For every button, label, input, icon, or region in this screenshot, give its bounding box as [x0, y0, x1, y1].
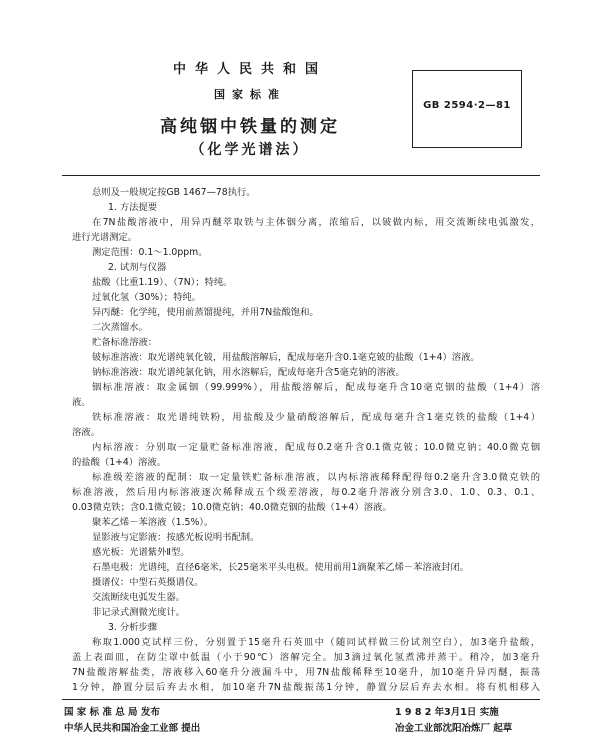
- body-line: 显影液与定影液：按感光板说明书配制。: [92, 532, 260, 543]
- body-line: 测定范围：0.1～1.0ppm。: [92, 247, 208, 258]
- body-line: 标准级差溶液的配制：取一定量铁贮备标准溶液，以内标溶液稀释配得每0.2毫升含3.0微克铁的: [92, 472, 540, 483]
- body-line: 盐酸（比重1.19）、（7N）；特纯。: [92, 277, 233, 288]
- body-line: 摄谱仪：中型石英摄谱仪。: [92, 577, 204, 588]
- footer-divider: [62, 699, 540, 700]
- body-line: 的盐酸（1+4）溶液。: [72, 457, 166, 468]
- publisher: 国 家 标 准 总 局 发布: [64, 707, 160, 718]
- body-line: 交流断续电弧发生器。: [92, 592, 185, 603]
- body-line: 总则及一般规定按GB 1467—78执行。: [92, 187, 256, 198]
- section-heading: 2. 试剂与仪器: [108, 262, 167, 273]
- body-line: 感光板：光谱紫外Ⅱ型。: [92, 547, 190, 558]
- country-name: 中华人民共和国: [172, 62, 327, 77]
- body-line: 聚苯乙烯－苯溶液（1.5%）。: [92, 517, 214, 528]
- body-line: 0.03微克铁；含0.1微克铍；10.0微克钠；40.0微克铟的盐酸（1+4）溶液。: [72, 502, 392, 513]
- body-line: 非记录式测微光度计。: [92, 607, 185, 618]
- drafter: 冶金工业部沈阳冶炼厂 起草: [395, 723, 513, 734]
- body-line: 贮备标准溶液：: [92, 337, 158, 348]
- standard-type: 国家标准: [214, 88, 286, 101]
- body-line: 进行光谱测定。: [72, 232, 138, 243]
- standard-code: GB 2594·2—81: [423, 100, 511, 111]
- body-line: 标准溶液，然后用内标溶液逐次稀释成五个级差溶液，每0.2毫升溶液分别含3.0、1.0、0.3、0.1、: [72, 487, 540, 498]
- body-line: 内标溶液：分别取一定量贮备标准溶液，配成每0.2毫升含0.1微克铍；10.0微克钠；40.0微克铟: [92, 442, 540, 453]
- body-line: 铟标准溶液：取金属铟（99.999%），用盐酸溶解后，配成每毫升含10毫克铟的盐酸（1+4）溶: [92, 382, 540, 393]
- body-line: 液。: [72, 397, 91, 408]
- body-line: 二次蒸馏水。: [92, 322, 148, 333]
- body-line: 称取1.000克试样三份，分别置于15毫升石英皿中（随同试样做三份试剂空白），加3毫升盐酸，: [92, 637, 540, 648]
- header-divider: [62, 175, 540, 176]
- body-line: 铍标准溶液：取光谱纯氧化铍，用盐酸溶解后，配成每毫升含0.1毫克铍的盐酸（1+4）溶液。: [92, 352, 480, 363]
- document-subtitle: （化学光谱法）: [190, 142, 310, 158]
- body-line: 钠标准溶液：取光谱纯氯化钠，用水溶解后，配成每毫升含5毫克钠的溶液。: [92, 367, 405, 378]
- effective-date: 1 9 8 2 年3月1日 实施: [395, 707, 499, 718]
- section-heading: 3. 分析步骤: [108, 622, 158, 633]
- body-line: 异丙醚：化学纯，使用前蒸馏提纯，并用7N盐酸饱和。: [92, 307, 319, 318]
- body-line: 石墨电极：光谱纯，直径6毫米，长25毫米平头电极。使用前用1滴聚苯乙烯－苯溶液封闭。: [92, 562, 469, 573]
- body-line: 盖上表面皿，在防尘罩中低温（小于90℃）溶解完全。加3滴过氧化氢煮沸并蒸干。稍冷，加3毫升: [72, 652, 540, 663]
- body-line: 过氧化氢（30%）；特纯。: [92, 292, 201, 303]
- body-line: 铁标准溶液：取光谱纯铁粉，用盐酸及少量硝酸溶解后，配成每毫升含1毫克铁的盐酸（1+4）: [92, 412, 540, 423]
- body-line: 溶液。: [72, 427, 100, 438]
- proposer: 中华人民共和国冶金工业部 提出: [64, 723, 201, 734]
- body-line: 在7N盐酸溶液中，用异丙醚萃取铁与主体铟分离，浓缩后，以铍做内标，用交流断续电弧激发，: [92, 217, 540, 228]
- section-heading: 1. 方法提要: [108, 202, 158, 213]
- body-line: 7N盐酸溶解盐类，溶液移入60毫升分液漏斗中，用7N盐酸稀释至10毫升，加10毫升异丙醚，振荡: [72, 667, 540, 678]
- body-line: 1分钟，静置分层后弃去水相，加10毫升7N盐酸振荡1分钟，静置分层后弃去水相。将有机相移入: [72, 682, 540, 693]
- document-title: 高纯铟中铁量的测定: [160, 117, 340, 137]
